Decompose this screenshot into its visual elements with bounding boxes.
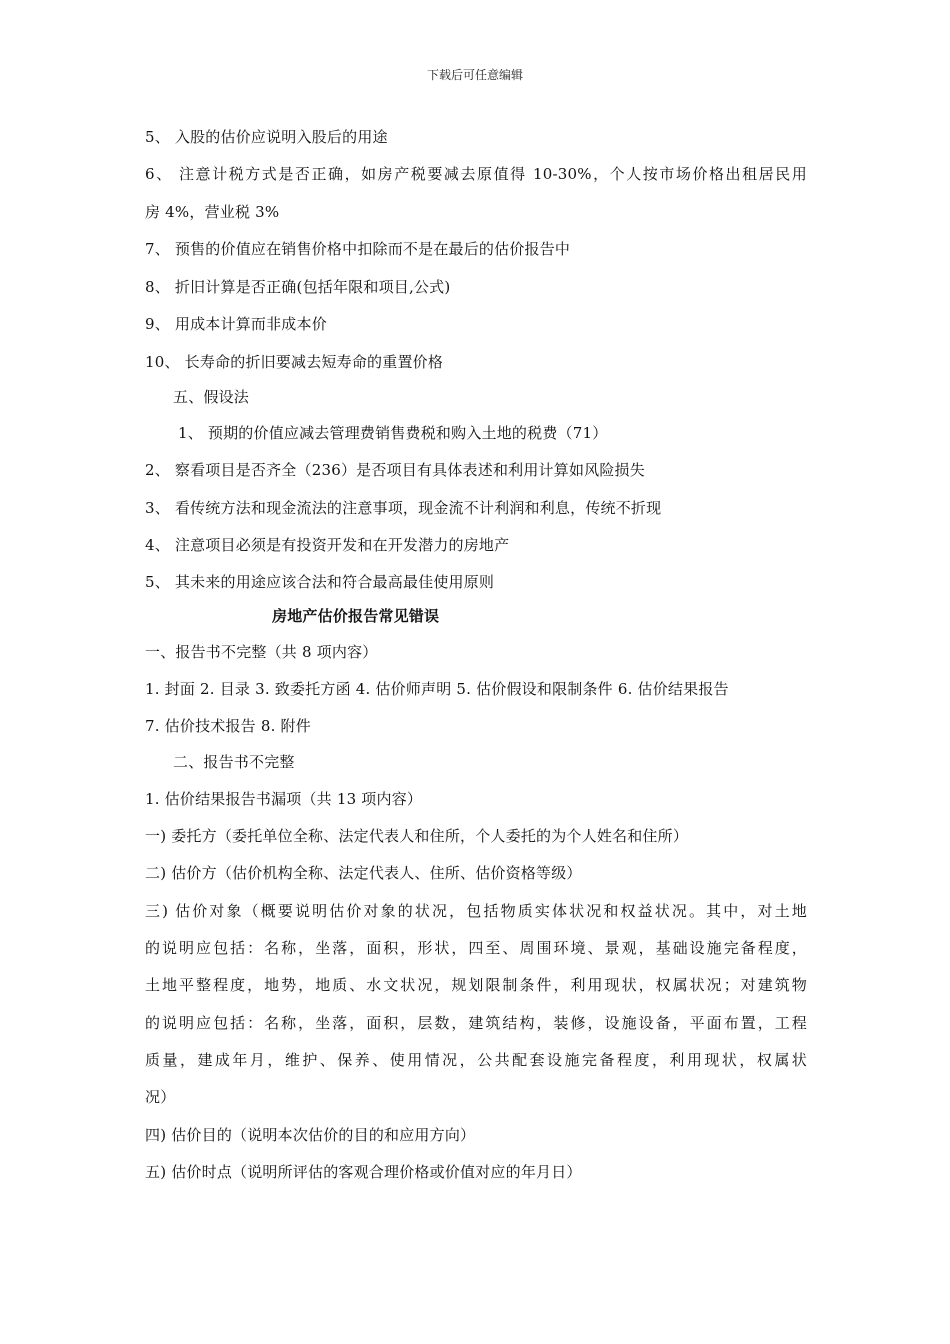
text-line: 四) 估价目的（说明本次估价的目的和应用方向） [145,1126,476,1144]
text-line: 的说明应包括：名称，坐落，面积，层数，建筑结构，装修，设施设备，平面布置，工程 [145,1014,807,1032]
text-line: 况） [145,1088,176,1106]
text-line: 一) 委托方（委托单位全称、法定代表人和住所，个人委托的为个人姓名和住所） [145,827,689,845]
page-header: 下载后可任意编辑 [426,68,523,82]
text-line: 9、 用成本计算而非成本价 [145,315,327,333]
text-line: 一、报告书不完整（共 8 项内容） [145,643,378,661]
text-line: 三) 估价对象（概要说明估价对象的状况，包括物质实体状况和权益状况。其中，对土地 [145,902,807,920]
text-line: 二) 估价方（估价机构全称、法定代表人、住所、估价资格等级） [145,864,582,882]
text-line: 1. 估价结果报告书漏项（共 13 项内容） [145,790,423,808]
text-line: 土地平整程度，地势，地质、水文状况，规划限制条件，利用现状，权属状况；对建筑物 [145,976,807,994]
text-line: 的说明应包括：名称，坐落，面积，形状，四至、周围环境、景观，基础设施完备程度， [145,939,807,957]
text-line: 5、 其未来的用途应该合法和符合最高最佳使用原则 [145,573,495,591]
text-line: 7、 预售的价值应在销售价格中扣除而不是在最后的估价报告中 [145,240,571,258]
text-line: 房 4%，营业税 3% [145,203,280,221]
text-line: 质量，建成年月，维护、保养、使用情况，公共配套设施完备程度，利用现状，权属状 [145,1051,807,1069]
text-line: 3、 看传统方法和现金流法的注意事项，现金流不计利润和利息，传统不折现 [145,499,662,517]
text-line: 2、 察看项目是否齐全（236）是否项目有具体表述和利用计算如风险损失 [145,461,645,479]
text-line: 1、 预期的价值应减去管理费销售费税和购入土地的税费（71） [178,424,608,442]
text-line: 4、 注意项目必须是有投资开发和在开发潜力的房地产 [145,536,510,554]
document-title: 房地产估价报告常见错误 [272,607,440,625]
text-line: 5、 入股的估价应说明入股后的用途 [145,128,388,146]
section-heading: 二、报告书不完整 [173,753,295,771]
section-heading: 五、假设法 [173,388,250,406]
text-line: 10、 长寿命的折旧要减去短寿命的重置价格 [145,353,444,371]
text-line: 1. 封面 2. 目录 3. 致委托方函 4. 估价师声明 5. 估价假设和限制条件 6. 估价结果报告 [145,680,729,698]
text-line: 五) 估价时点（说明所评估的客观合理价格或价值对应的年月日） [145,1163,582,1181]
text-line: 8、 折旧计算是否正确(包括年限和项目,公式) [145,278,451,296]
text-line: 7. 估价技术报告 8. 附件 [145,717,311,735]
text-line: 6、 注意计税方式是否正确，如房产税要减去原值得 10-30%，个人按市场价格出租居民用 [145,165,807,183]
